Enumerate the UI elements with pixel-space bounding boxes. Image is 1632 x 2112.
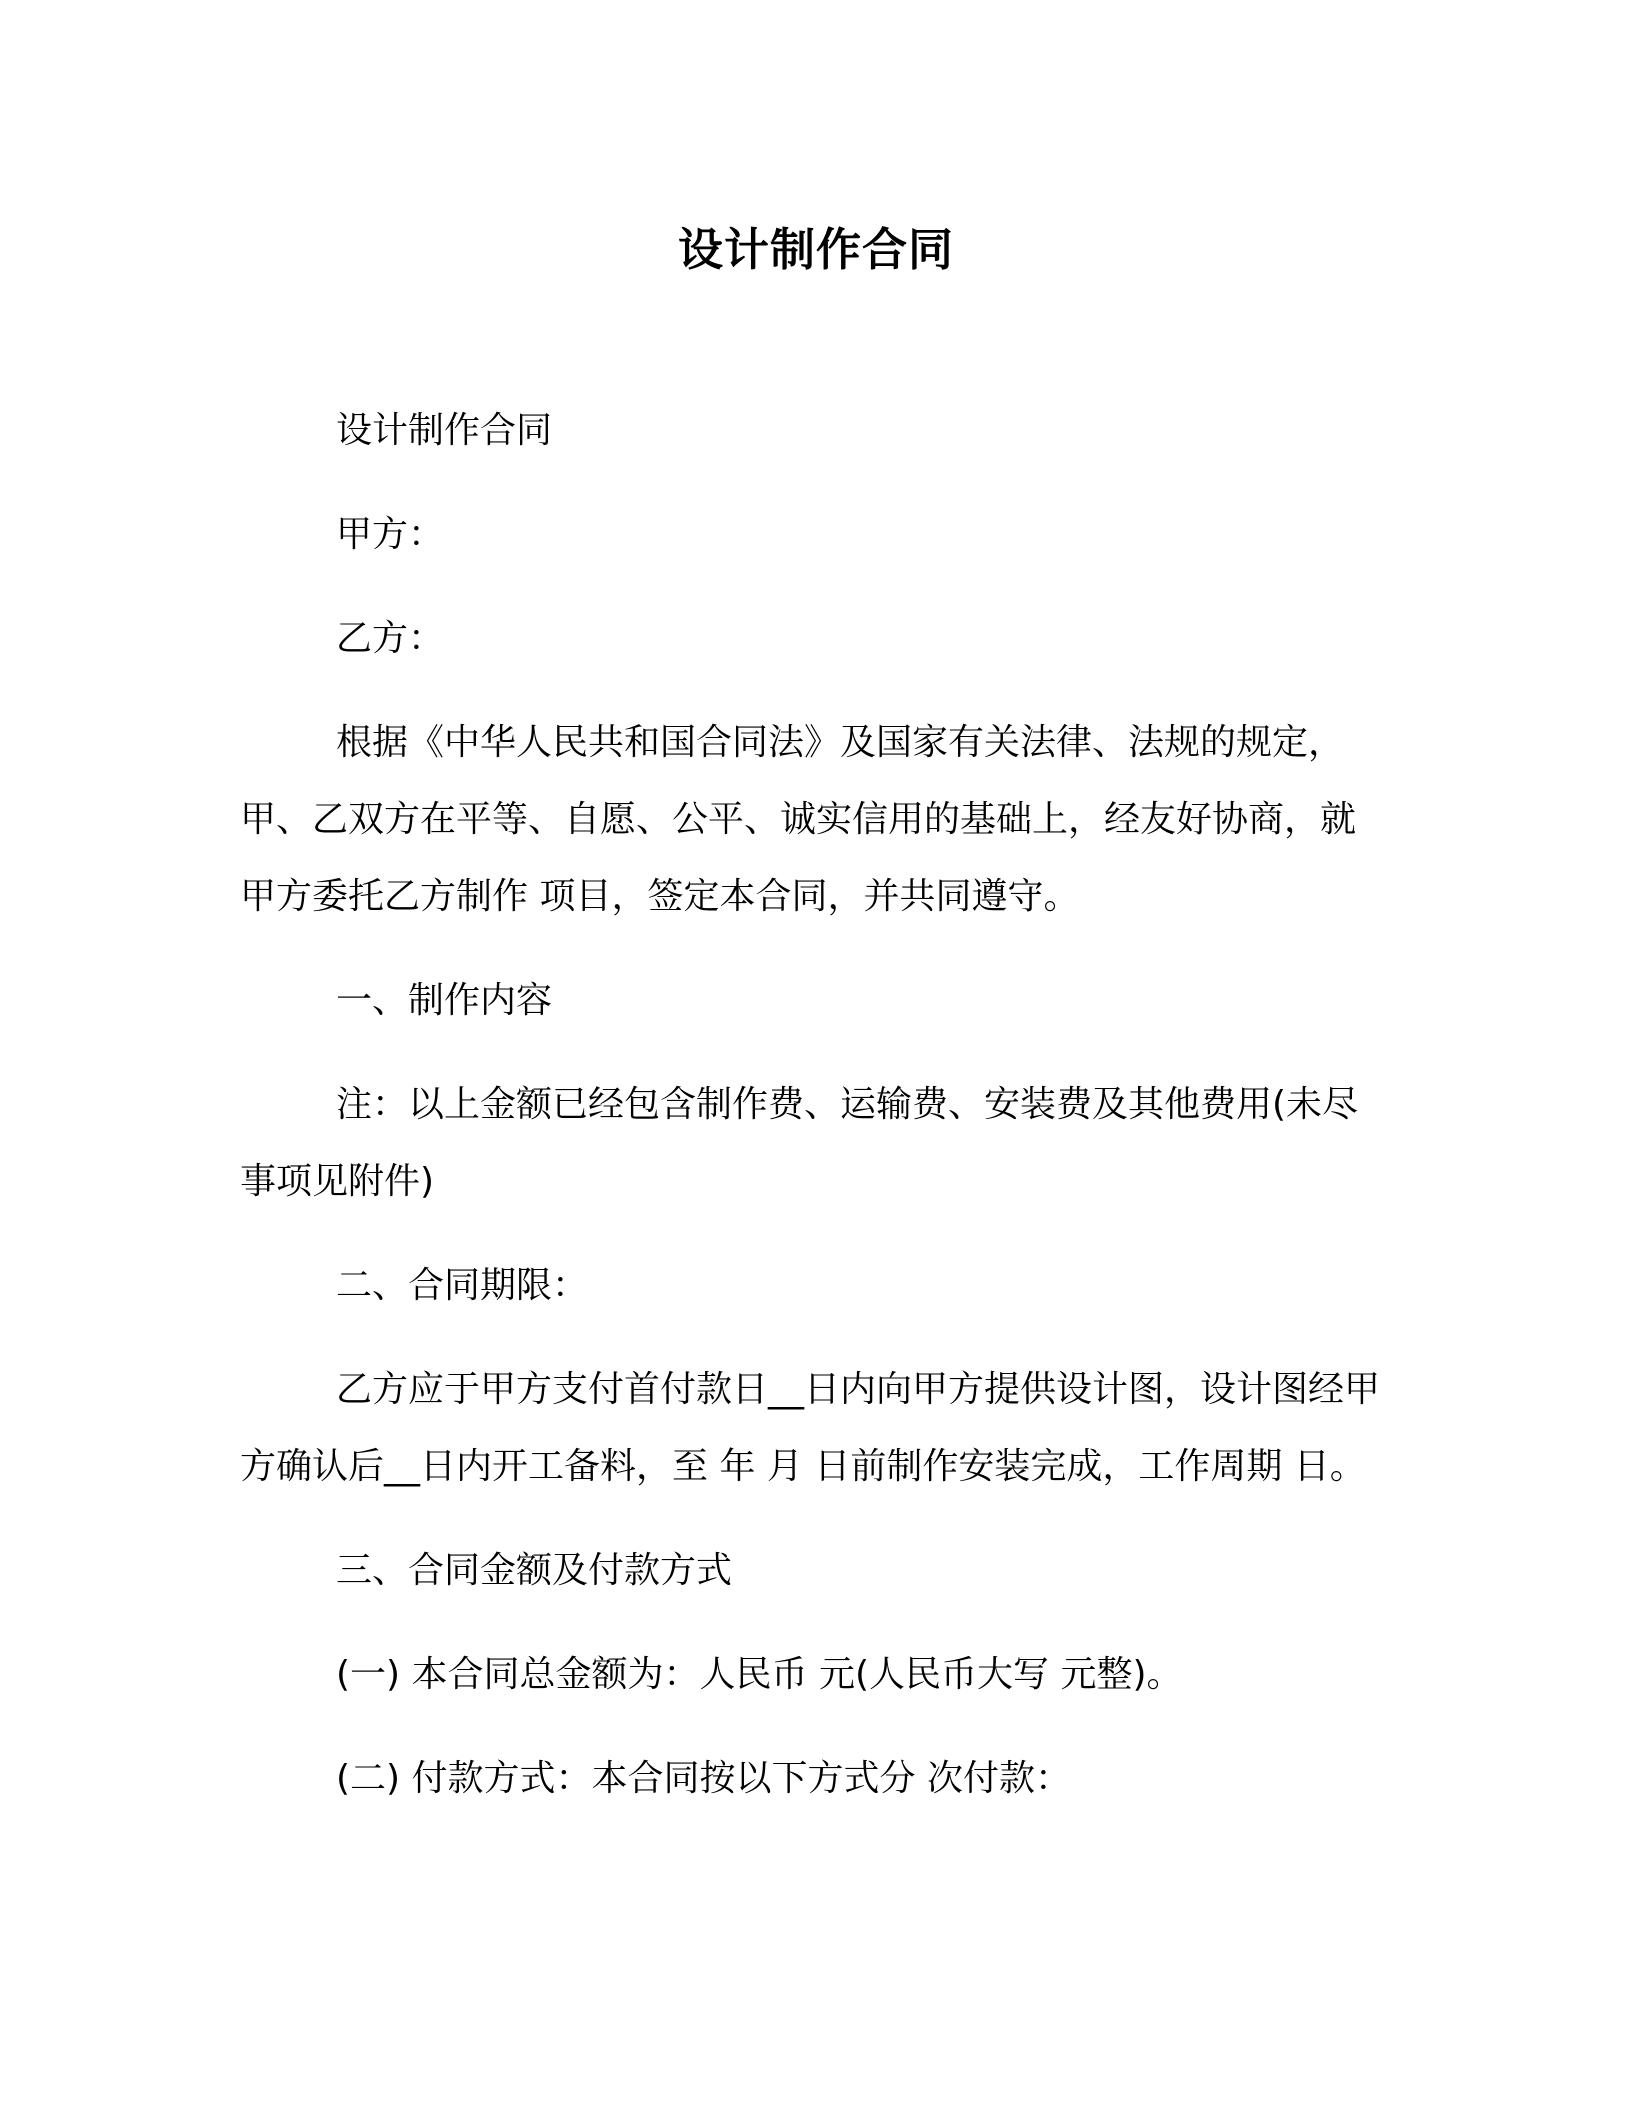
section-2-heading: 二、合同期限：	[336, 1265, 589, 1306]
note-paragraph: 注：以上金额已经包含制作费、运输费、安装费及其他费用(未尽事项见附件)	[240, 1084, 1359, 1202]
contract-heading-line: 设计制作合同	[336, 410, 553, 451]
party-a-line: 甲方：	[336, 514, 445, 555]
preamble-paragraph: 根据《中华人民共和国合同法》及国家有关法律、法规的规定，甲、乙双方在平等、自愿、公平、诚实信用的基础上，经友好协商，就甲方委托乙方制作 项目，签定本合同，并共同遵守。	[240, 722, 1357, 917]
total-amount-line: (一) 本合同总金额为：人民币 元(人民币大写 元整)。	[336, 1654, 1183, 1695]
section-1-heading: 一、制作内容	[336, 980, 553, 1021]
section-3-heading: 三、合同金额及付款方式	[336, 1550, 733, 1591]
term-paragraph: 乙方应于甲方支付首付款日__日内向甲方提供设计图，设计图经甲方确认后__日内开工备料，至 年 月 日前制作安装完成，工作周期 日。	[240, 1369, 1381, 1487]
party-b-line: 乙方：	[336, 618, 445, 659]
document-body	[240, 392, 1380, 1844]
payment-method-line: (二) 付款方式：本合同按以下方式分 次付款：	[336, 1758, 1071, 1799]
document-title: 设计制作合同	[677, 223, 954, 276]
